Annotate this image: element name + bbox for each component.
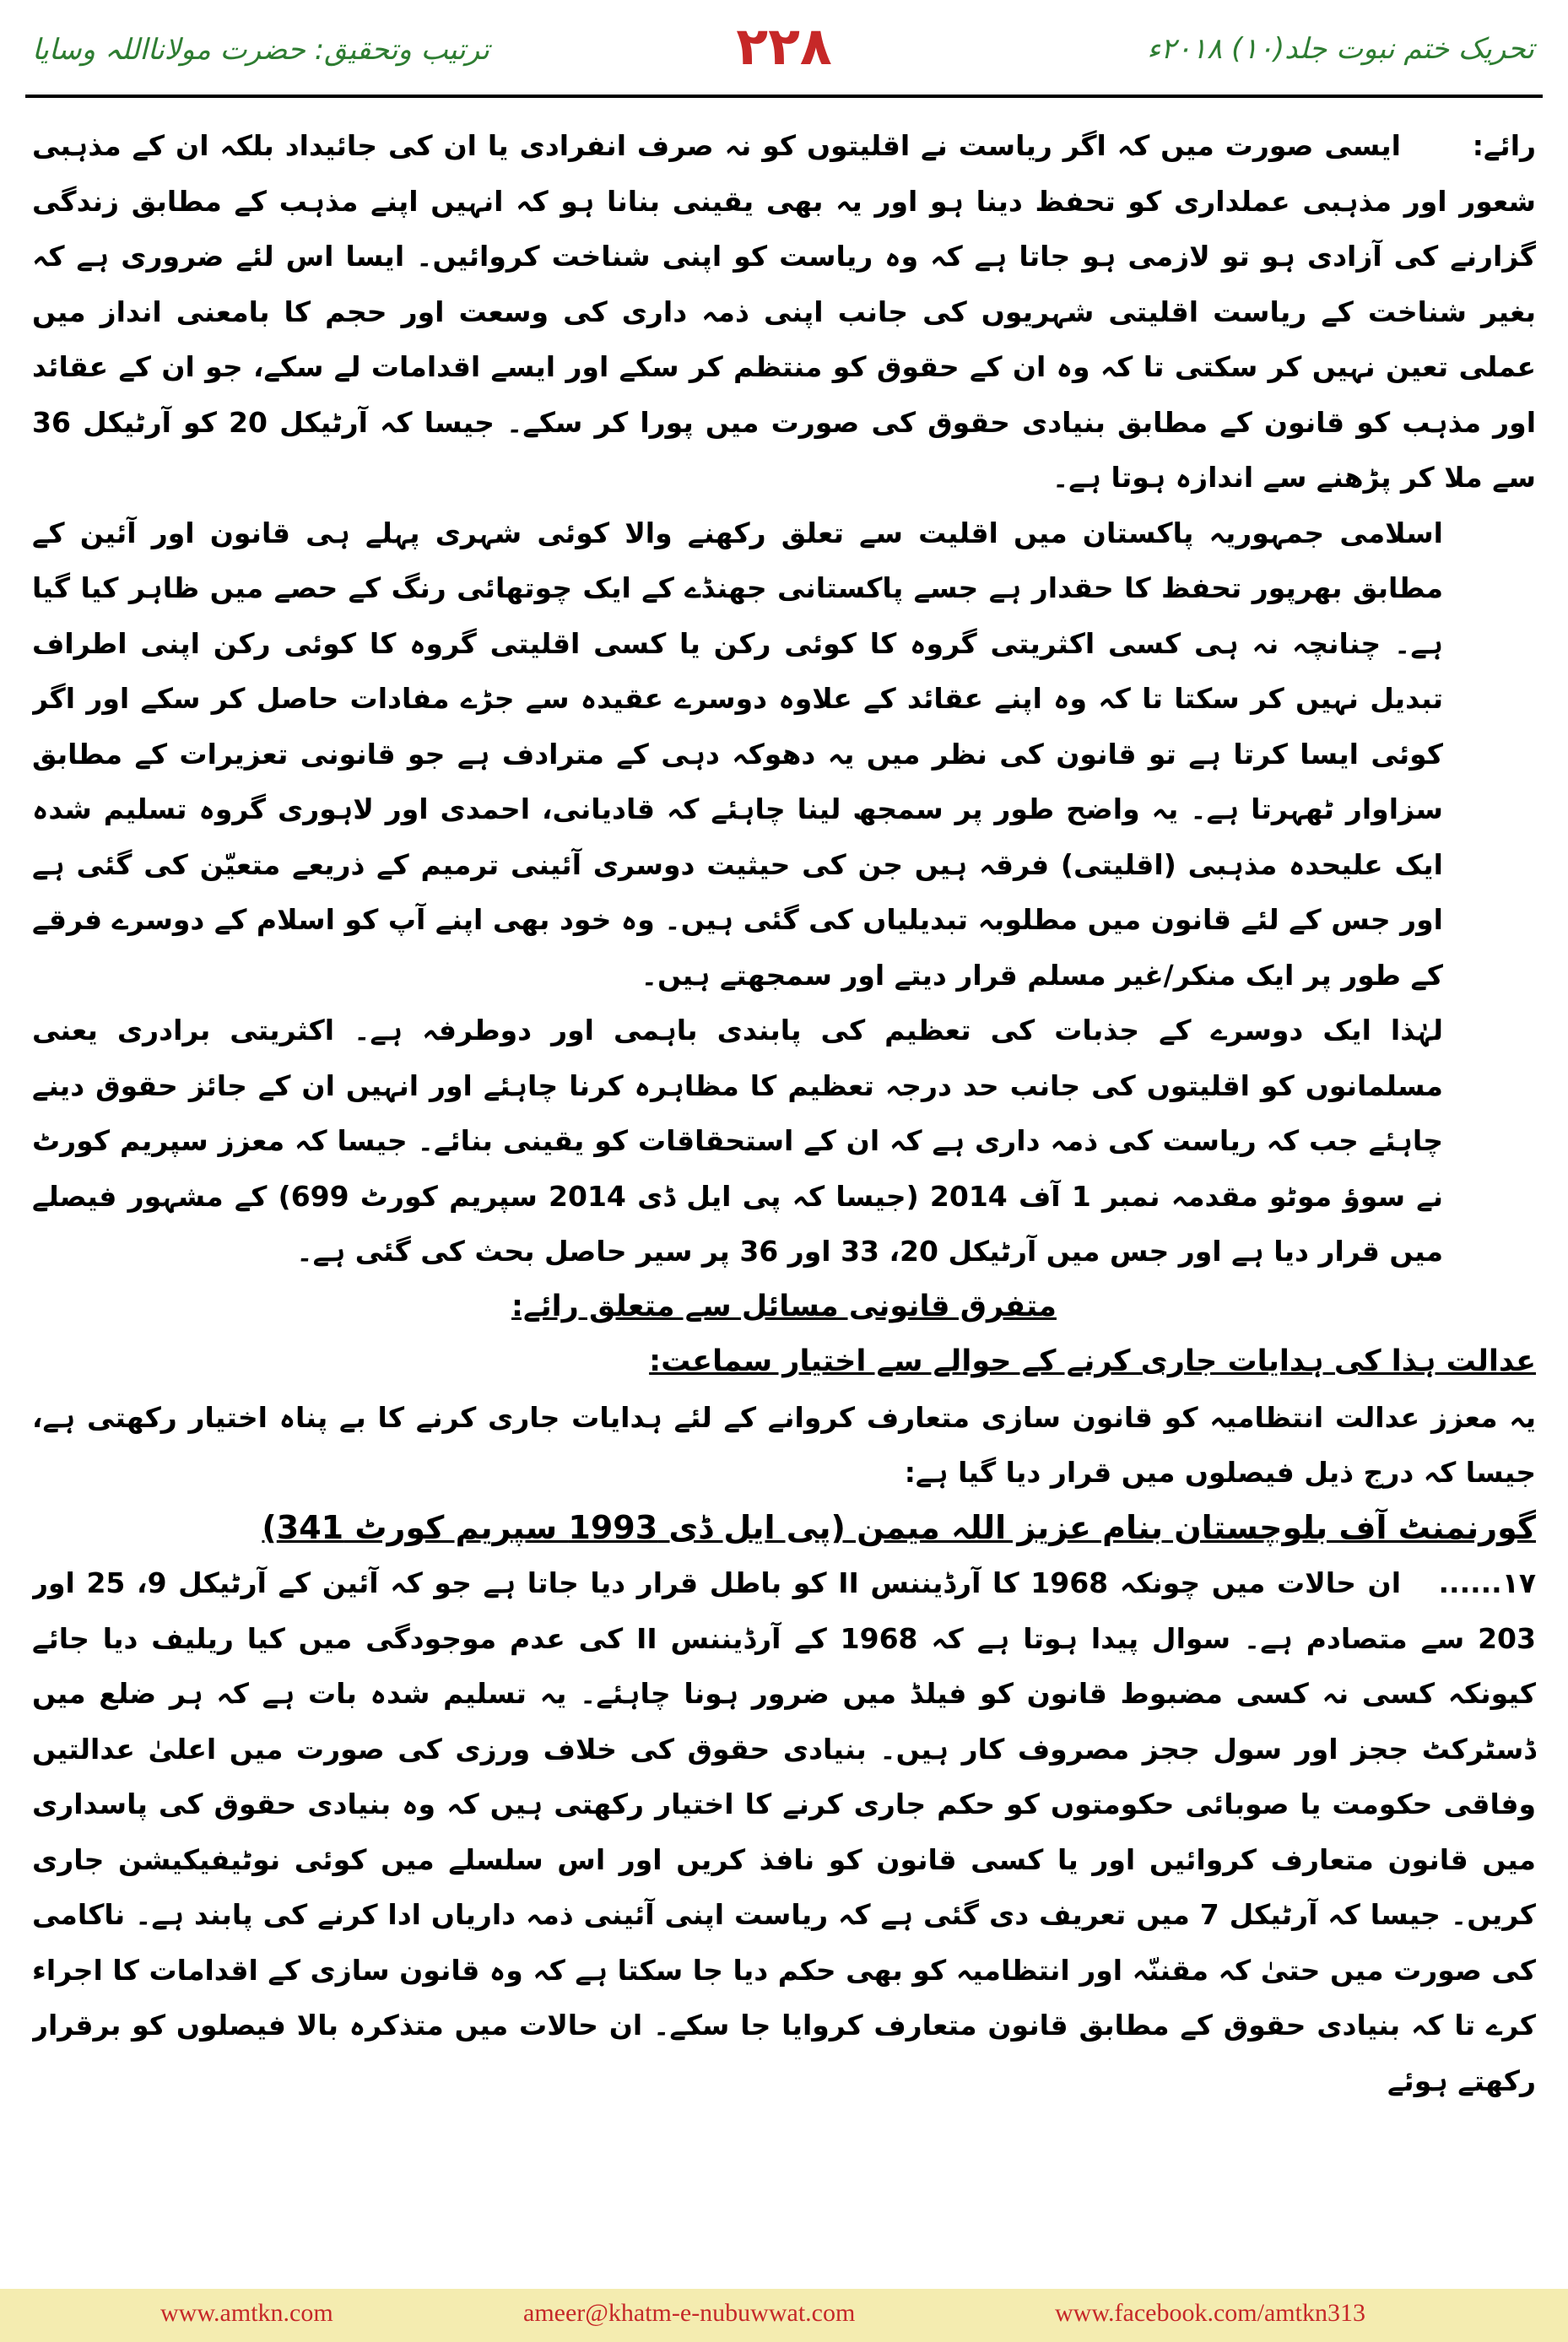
section-heading-legal-issues: متفرق قانونی مسائل سے متعلق رائے: — [511, 1289, 1057, 1323]
opinion-text: ایسی صورت میں کہ اگر ریاست نے اقلیتوں کو نہ صرف انفرادی یا ان کی جائیداد بلکہ ان کے مذہبی شعور اور مذہبی عملداری کو تحفظ دینا ہو اور یہ بھی یقینی بنانا ہو کہ انہیں اپنے مذہب کے مطابق زندگی گزارنے کی آزادی ہو تو لازمی ہو جاتا ہے کہ وہ ریاست کو اپنی شناخت کروائیں۔ ایسا اس لئے ضروری ہے کہ بغیر شناخت کے ریاست اقلیتی شہریوں کی جانب اپنی ذمہ داری کی وسعت اور حجم کا بامعنی انداز میں عملی تعین نہیں کر سکتی تا کہ وہ ان کے حقوق کو منتظم کر سکے اور ایسے اقدامات لے سکے، جو ان کے عقائد اور مذہب کو قانون کے مطابق بنیادی حقوق کی صورت میں پورا کر سکے۔ جیسا کہ آرٹیکل 20 کو آرٹیکل 36 سے ملا کر پڑھنے سے اندازہ ہوتا ہے۔ — [32, 129, 1536, 494]
book-title: تحریک ختم نبوت جلد(۱۰) ۲۰۱۸ء — [1147, 32, 1534, 66]
paragraph-court-authority: یہ معزز عدالت انتظامیہ کو قانون سازی متعارف کروانے کے لئے ہدایات جاری کرنے کا بے پناہ اختیار رکھتی ہے، جیسا کہ درج ذیل فیصلوں میں قرار دیا گیا ہے: — [32, 1400, 1536, 1489]
paragraph-minority-protection: اسلامی جمہوریہ پاکستان میں اقلیت سے تعلق رکھنے والا کوئی شہری پہلے ہی قانون اور آئین کے مطابق بھرپور تحفظ کا حقدار ہے جسے پاکستانی جھنڈے کے ایک چوتھائی رنگ کے حصے میں ظاہر کیا گیا ہے۔ چنانچہ نہ ہی کسی اکثریتی گروہ کا کوئی رکن یا کسی اقلیتی گروہ کا کوئی رکن اپنی اطراف تبدیل نہیں کر سکتا تا کہ وہ اپنے عقائد کے علاوہ دوسرے عقیدہ سے جڑے مفادات حاصل کر سکے اور اگر کوئی ایسا کرتا ہے تو قانون کی نظر میں یہ دھوکہ دہی کے مترادف ہے جو قانونی تعزیرات کے مطابق سزاوار ٹھہرتا ہے۔ یہ واضح طور پر سمجھ لینا چاہئے کہ قادیانی، احمدی اور لاہوری گروہ تسلیم شدہ ایک علیحدہ مذہبی (اقلیتی) فرقہ ہیں جن کی حیثیت دوسری آئینی ترمیم کے ذریعے متعیّن کی گئی ہے اور جس کے لئے قانون میں مطلوبہ تبدیلیاں کی گئی ہیں۔ وہ خود بھی اپنے آپ کو اسلام کے دوسرے فرقے کے طور پر ایک منکر/غیر مسلم قرار دیتے اور سمجھتے ہیں۔ — [32, 516, 1443, 992]
judgment-para-number: ۱۷...... — [1438, 1566, 1536, 1599]
case-citation-heading: گورنمنٹ آف بلوچستان بنام عزیز اللہ میمن (پی ایل ڈی 1993 سپریم کورٹ 341) — [262, 1508, 1536, 1546]
page-number: ۲۲۸ — [736, 15, 832, 77]
paragraph-judgment-17 — [32, 1555, 1536, 2108]
email-link[interactable]: ameer@khatm-e-nubuwwat.com — [523, 2299, 856, 2327]
opinion-label: رائے: — [1472, 129, 1536, 162]
header-divider — [25, 95, 1543, 98]
page-body — [32, 118, 1536, 2270]
page-header — [0, 0, 1568, 110]
judgment-text: ان حالات میں چونکہ 1968 کا آرڈیننس II کو باطل قرار دیا جاتا ہے جو کہ آئین کے آرٹیکل 9، 25 اور 203 سے متصادم ہے۔ سوال پیدا ہوتا ہے کہ 1968 کے آرڈیننس II کی عدم موجودگی میں کیا ریلیف دیا جائے کیونکہ کسی نہ کسی مضبوط قانون کو فیلڈ میں ضرور ہونا چاہئے۔ یہ تسلیم شدہ بات ہے کہ ہر ضلع میں ڈسٹرکٹ ججز اور سول ججز مصروف کار ہیں۔ بنیادی حقوق کی خلاف ورزی کی صورت میں اعلیٰ عدالتیں وفاقی حکومت یا صوبائی حکومتوں کو حکم جاری کرنے کا اختیار رکھتی ہیں کہ وہ بنیادی حقوق کی پاسداری میں قانون متعارف کروائیں اور یا کسی قانون کو نافذ کریں اور اس سلسلے میں کوئی نوٹیفیکیشن جاری کریں۔ جیسا کہ آرٹیکل 7 میں تعریف دی گئی ہے کہ ریاست اپنی آئینی ذمہ داریاں ادا کرنے کی پابند ہے۔ ناکامی کی صورت میں حتیٰ کہ مقننّہ اور انتظامیہ کو بھی حکم دیا جا سکتا ہے کہ وہ قانون سازی کے اقدامات کا اجراء کرے تا کہ بنیادی حقوق کے مطابق قانون متعارف کروایا جا سکے۔ ان حالات میں متذکرہ بالا فیصلوں کو برقرار رکھتے ہوئے — [32, 1566, 1536, 2097]
page-footer — [0, 2289, 1568, 2342]
section-heading-jurisdiction: عدالت ہذا کی ہدایات جاری کرنے کے حوالے سے اختیار سماعت: — [649, 1344, 1536, 1378]
website-link[interactable]: www.amtkn.com — [160, 2299, 333, 2327]
paragraph-opinion — [32, 118, 1536, 506]
compiler-credit: ترتیب وتحقیق: حضرت مولانااللہ وسایا — [32, 33, 489, 67]
facebook-link[interactable]: www.facebook.com/amtkn313 — [1055, 2299, 1365, 2327]
paragraph-mutual-respect: لہٰذا ایک دوسرے کے جذبات کی تعظیم کی پابندی باہمی اور دوطرفہ ہے۔ اکثریتی برادری یعنی مسلمانوں کو اقلیتوں کی جانب حد درجہ تعظیم کا مظاہرہ کرنا چاہئے اور انہیں ان کے جائز حقوق دینے چاہئے جب کہ ریاست کی ذمہ داری ہے کہ ان کے استحقاقات کو یقینی بنائے۔ جیسا کہ معزز سپریم کورٹ نے سوؤ موٹو مقدمہ نمبر 1 آف 2014 (جیسا کہ پی ایل ڈی 2014 سپریم کورٹ 699) کے مشہور فیصلے میں قرار دیا ہے اور جس میں آرٹیکل 20، 33 اور 36 پر سیر حاصل بحث کی گئی ہے۔ — [32, 1014, 1443, 1268]
